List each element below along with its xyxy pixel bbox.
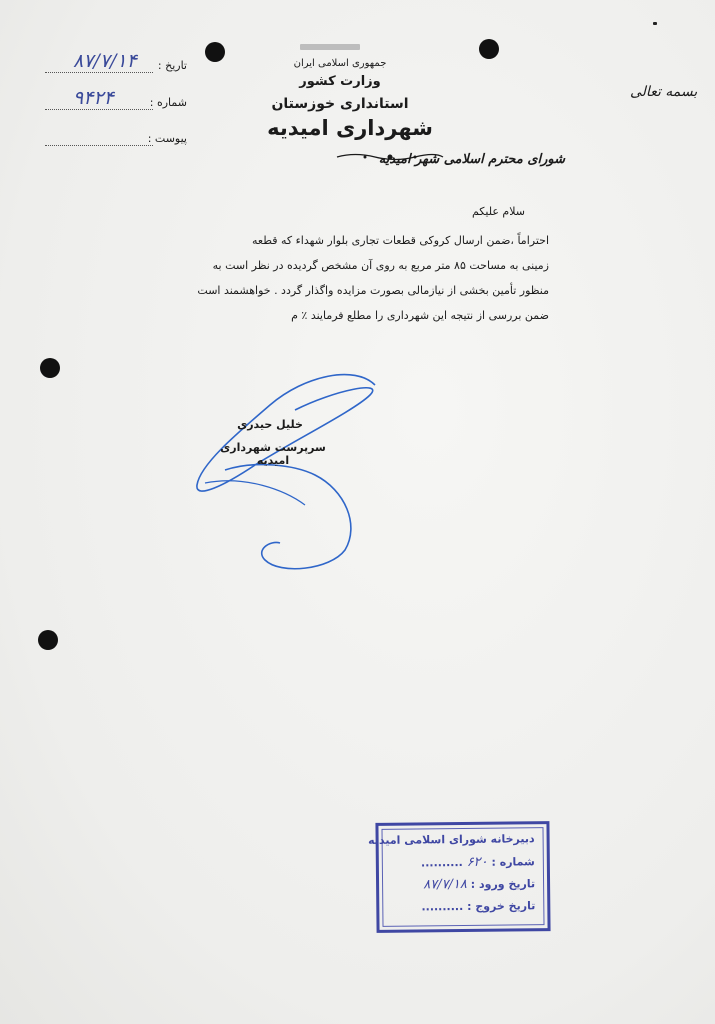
number-label: شماره : bbox=[149, 96, 187, 109]
body-line: احتراماً ،ضمن ارسال کروکی قطعات تجاری بلوار شهداء که قطعه bbox=[252, 234, 549, 247]
signatory-name: خلیل حیدری bbox=[237, 418, 303, 431]
stamp-exit-date bbox=[421, 899, 535, 913]
punch-hole-top-right bbox=[479, 39, 499, 59]
stamp-number-label: شماره : bbox=[491, 855, 535, 869]
letter-body bbox=[159, 228, 549, 328]
stamp-entry-date bbox=[423, 876, 535, 892]
punch-hole-low-left bbox=[38, 630, 58, 650]
attachment-label: پیوست : bbox=[147, 132, 187, 145]
republic-heading: جمهوری اسلامی ایران bbox=[293, 58, 387, 69]
body-line: منظور تأمین بخشی از نیازمالی بصورت مزایده واگذار گردد . خواهشمند است bbox=[197, 284, 549, 297]
stamp-exit-label: تاریخ خروج : bbox=[466, 899, 536, 913]
greeting: سلام علیکم bbox=[471, 205, 525, 218]
governorate-heading: استانداری خوزستان bbox=[271, 96, 409, 112]
date-field bbox=[45, 50, 195, 77]
stamp-number bbox=[421, 854, 535, 870]
handwritten-signature bbox=[185, 365, 395, 580]
number-line bbox=[45, 109, 153, 110]
number-handwritten: ۹۴۲۴ bbox=[73, 87, 114, 109]
stamp-entry-value: ۸۷/۷/۱۸ bbox=[423, 876, 467, 893]
scan-speck bbox=[653, 22, 657, 25]
stamp-entry-label: تاریخ ورود : bbox=[470, 877, 536, 891]
recipient-line: شورای محترم اسلامی شهر امیدیه bbox=[378, 152, 565, 167]
attachment-field bbox=[45, 128, 195, 150]
body-line: ضمن بررسی از نتیجه این شهرداری را مطلع فرمایند ٪ م bbox=[291, 309, 549, 322]
signatory-title: سرپرست شهرداری امیدیه bbox=[220, 441, 326, 467]
punch-hole-top-left bbox=[205, 42, 225, 62]
date-label: تاریخ : bbox=[157, 59, 187, 72]
date-line bbox=[45, 72, 153, 73]
body-line: زمینی به مساحت ۸۵ متر مربع به روی آن مشخص گردیده در نظر است به bbox=[212, 259, 549, 272]
stamp-number-value: ۶۲۰ bbox=[466, 854, 488, 870]
punch-hole-mid-left bbox=[40, 358, 60, 378]
date-handwritten: ۸۷/۷/۱۴ bbox=[73, 50, 137, 72]
ministry-heading: وزارت کشور bbox=[299, 74, 381, 89]
number-field bbox=[45, 87, 195, 114]
redaction-mark bbox=[300, 44, 360, 50]
attachment-line bbox=[45, 145, 153, 146]
emblem-calligraphy: بسمه تعالی bbox=[630, 84, 698, 100]
stamp-number-dots: .......... bbox=[420, 856, 463, 870]
stamp-title: دبیرخانه شورای اسلامی امیدیه bbox=[368, 832, 535, 847]
council-secretariat-stamp bbox=[368, 821, 550, 933]
municipality-heading: شهرداری امیدیه bbox=[267, 116, 433, 140]
stamp-exit-dots: .......... bbox=[421, 899, 464, 914]
